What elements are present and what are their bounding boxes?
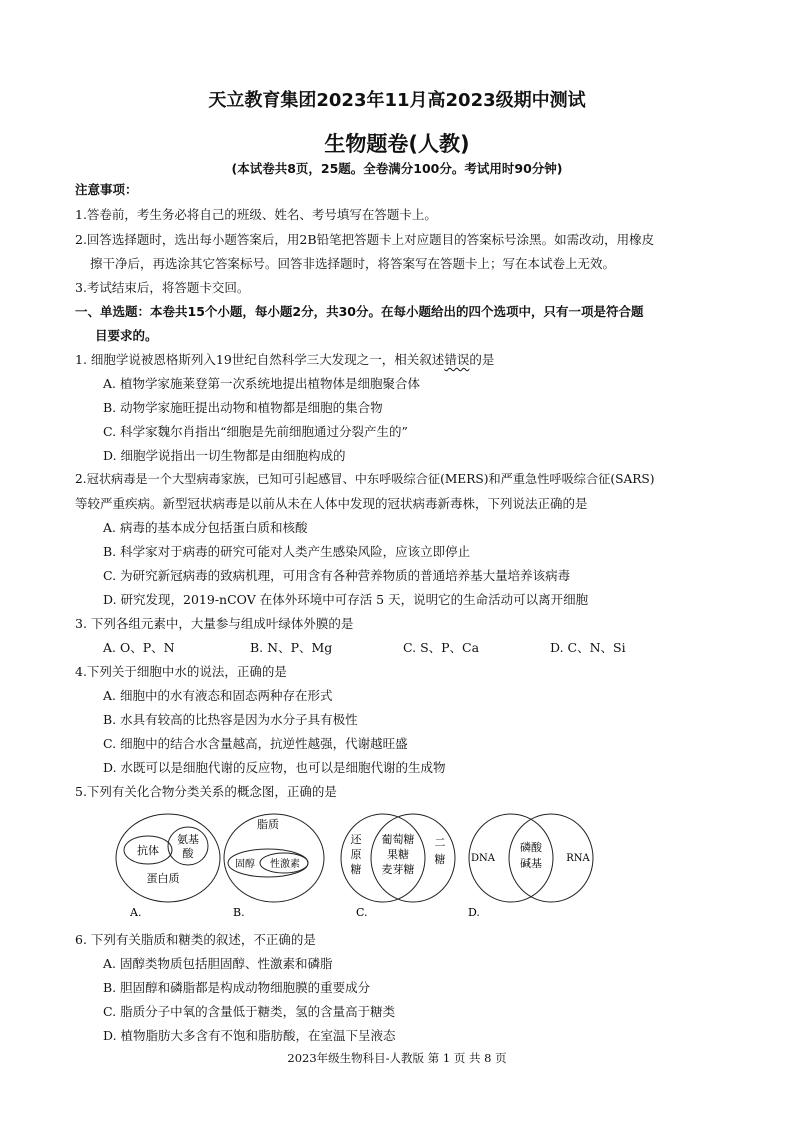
option: A. 植物学家施莱登第一次系统地提出植物体是细胞聚合体 <box>103 376 420 391</box>
diagram-c-label: 二 <box>434 836 446 849</box>
diagram-c-label: 麦芽糖 <box>381 863 415 876</box>
diagram-c-label: 糖 <box>434 853 446 866</box>
diagram-d <box>468 814 593 919</box>
diagram-b-option: B. <box>233 906 245 919</box>
question-6-stem: 6. 下列有关脂质和糖类的叙述，不正确的是 <box>75 932 316 947</box>
diagram-a-label: 蛋白质 <box>146 872 180 885</box>
diagram-a-option: A. <box>130 906 142 919</box>
diagram-c-label: 果糖 <box>387 848 409 861</box>
section-heading: 一、单选题：本卷共15个小题，每小题2分，共30分。在每小题给出的四个选项中，只有一项是符合题 <box>75 304 644 319</box>
exam-info: (本试卷共8页，25题。全卷满分100分。考试用时90分钟) <box>231 161 563 176</box>
diagram-c-label: 原 <box>350 848 362 861</box>
option: D. 研究发现，2019-nCOV 在体外环境中可存活 5 天，说明它的生命活动可以离开细胞 <box>103 592 589 607</box>
option: B. 科学家对于病毒的研究可能对人类产生感染风险，应该立即停止 <box>103 544 471 559</box>
notice-item: 3.考试结束后，将答题卡交回。 <box>75 280 250 295</box>
option: C. 科学家魏尔肖指出“细胞是先前细胞通过分裂产生的” <box>103 424 408 439</box>
stem-emphasis: 错误 <box>444 352 470 367</box>
option: D. 细胞学说指出一切生物都是由细胞构成的 <box>103 448 346 463</box>
diagram-c-label: 还 <box>350 833 362 846</box>
stem-text: 的是 <box>469 352 495 367</box>
option: C. S、P、Ca <box>403 640 480 655</box>
diagram-b-label: 固醇 <box>235 859 255 870</box>
question-2-stem-cont: 等较严重疾病。新型冠状病毒是以前从未在人体中发现的冠状病毒新毒株，下列说法正确的是 <box>75 496 588 511</box>
option: C. 脂质分子中氧的含量低于糖类，氢的含量高于糖类 <box>103 1004 396 1019</box>
option: C. 细胞中的结合水含量越高，抗逆性越强，代谢越旺盛 <box>103 736 408 751</box>
stem-text: 1. 细胞学说被恩格斯列入19世纪自然科学三大发现之一，相关叙述 <box>75 352 445 367</box>
diagram-c <box>341 814 455 919</box>
option: A. 细胞中的水有液态和固态两种存在形式 <box>103 688 333 703</box>
concept-diagrams <box>108 808 608 928</box>
notice-heading: 注意事项： <box>75 182 138 197</box>
diagram-a-label: 氨基 <box>177 833 199 846</box>
option: A. 病毒的基本成分包括蛋白质和核酸 <box>103 520 308 535</box>
diagram-d-label: 磷酸 <box>520 841 542 854</box>
question-3-stem: 3. 下列各组元素中，大量参与组成叶绿体外膜的是 <box>75 616 354 631</box>
option: B. N、P、Mg <box>250 640 333 655</box>
option: A. O、P、N <box>103 640 175 655</box>
notice-item: 擦干净后，再选涂其它答案标号。回答非选择题时，将答案写在答题卡上；写在本试卷上无效。 <box>90 256 616 271</box>
diagram-b-label: 脂质 <box>257 818 279 831</box>
diagram-b <box>224 814 324 919</box>
diagram-d-label: 碱基 <box>520 857 542 870</box>
diagram-d-option: D. <box>468 906 480 919</box>
question-5-stem: 5.下列有关化合物分类关系的概念图，正确的是 <box>75 784 337 799</box>
option: D. 植物脂肪大多含有不饱和脂肪酸，在室温下呈液态 <box>103 1028 396 1043</box>
diagram-a <box>116 814 220 919</box>
notice-item: 2.回答选择题时，选出每小题答案后，用2B铅笔把答题卡上对应题目的答案标号涂黑。如需改动，用橡皮 <box>75 232 655 247</box>
diagram-a-label: 酸 <box>182 847 194 860</box>
question-1-stem <box>75 352 494 368</box>
diagram-b-label: 性激素 <box>270 859 300 870</box>
diagram-c-label: 葡萄糖 <box>381 833 415 846</box>
question-2-stem: 2.冠状病毒是一个大型病毒家族，已知可引起感冒、中东呼吸综合征(MERS)和严重急性呼吸综合征(SARS) <box>75 472 655 486</box>
section-heading-cont: 目要求的。 <box>95 328 158 343</box>
subject-title: 生物题卷(人教) <box>324 132 470 156</box>
option: D. 水既可以是细胞代谢的反应物，也可以是细胞代谢的生成物 <box>103 760 446 775</box>
diagram-c-option: C. <box>356 906 368 919</box>
option: B. 动物学家施旺提出动物和植物都是细胞的集合物 <box>103 400 383 415</box>
diagram-a-label: 抗体 <box>137 844 159 857</box>
option: C. 为研究新冠病毒的致病机理，可用含有各种营养物质的普通培养基大量培养该病毒 <box>103 568 571 583</box>
option: D. C、N、Si <box>550 640 626 655</box>
page-footer: 2023年级生物科目-人教版 第 1 页 共 8 页 <box>287 1051 507 1065</box>
option: B. 胆固醇和磷脂都是构成动物细胞膜的重要成分 <box>103 980 371 995</box>
exam-title: 天立教育集团2023年11月高2023级期中测试 <box>208 90 586 111</box>
option: A. 固醇类物质包括胆固醇、性激素和磷脂 <box>103 956 333 971</box>
question-4-stem: 4.下列关于细胞中水的说法，正确的是 <box>75 664 287 679</box>
diagram-d-label: RNA <box>566 853 590 864</box>
diagram-c-label: 糖 <box>350 863 362 876</box>
option: B. 水具有较高的比热容是因为水分子具有极性 <box>103 712 358 727</box>
diagram-d-label: DNA <box>471 853 495 864</box>
notice-item: 1.答卷前，考生务必将自己的班级、姓名、考号填写在答题卡上。 <box>75 207 437 222</box>
